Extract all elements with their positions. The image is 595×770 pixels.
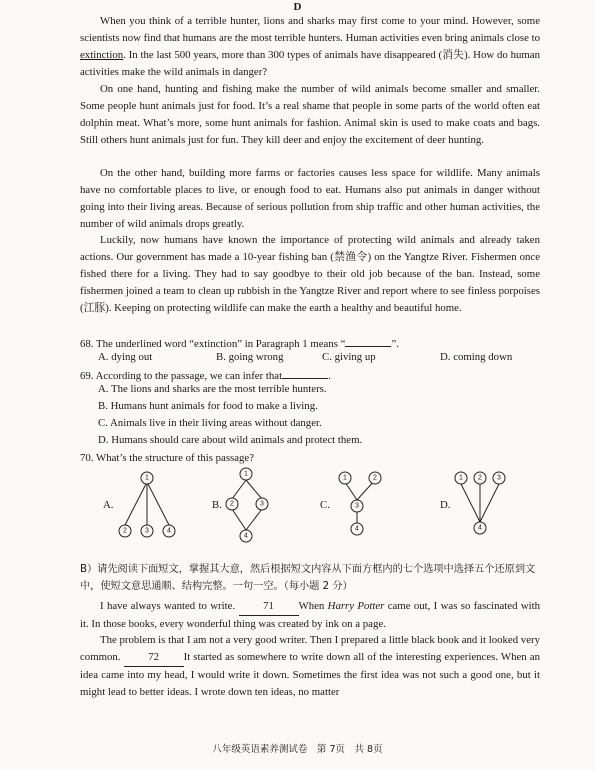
q68-option-d[interactable]: D. coming down <box>440 351 513 363</box>
svg-text:1: 1 <box>459 474 463 482</box>
passage-paragraph-4: Luckily, now humans have known the importance of protecting wild animals and already taken actions. Our government has made a 10-year fishing ban (禁渔令) on the Yangtze River. Fishermen once fished there for a living. They had to say goodbye to their old job because of the ban. Instead, some fishermen joined a team to clean up rubbish in the Yangtze River and report where to see finless porpoises (江豚). Keeping on protecting wildlife can make the earth a healthy and beautiful home. <box>80 234 540 314</box>
passage-paragraph-2: On one hand, hunting and fishing make the number of wild animals become smaller and smaller. Some people hunt animals just for food. It’s a real shame that people in some parts of the world often eat dolphin meat. What’s more, some hunt animals for fashion. Animal skin is used to make coats and bags. Still others hunt animals just for fun. They kill deer and enjoy the excitement of deer hunting. <box>80 83 540 146</box>
q68-option-a[interactable]: A. dying out <box>98 351 153 363</box>
structure-diagram-d[interactable] <box>453 470 513 542</box>
q69-option-a[interactable]: A. The lions and sharks are the most terrible hunters. <box>98 383 327 395</box>
underlined-word: extinction <box>80 48 124 61</box>
q69-option-b[interactable]: B. Humans hunt animals for food to make a living. <box>98 400 318 412</box>
section-label: D <box>293 1 302 13</box>
q70-option-a-label[interactable]: A. <box>103 499 114 511</box>
structure-diagram-a[interactable] <box>115 470 185 542</box>
structure-diagram-c[interactable] <box>333 470 393 542</box>
q69-option-d[interactable]: D. Humans should care about wild animals and protect them. <box>98 434 363 446</box>
q69-option-c[interactable]: C. Animals live in their living areas without danger. <box>98 417 322 429</box>
part-b-paragraph-2: The problem is that I am not a very good writer. Then I prepared a little black book and it looked very common. 72 It started as somewhere to write down all of the interesting experiences. When an idea came into my head, I would write it down. Sometimes the first idea was not such a good one, but it might lead to better ideas. I wrote down ten ideas, no matter <box>80 634 540 698</box>
q68-option-c[interactable]: C. giving up <box>322 351 376 363</box>
q70-option-c-label[interactable]: C. <box>320 499 330 511</box>
q70-option-b-label[interactable]: B. <box>212 499 222 511</box>
svg-text:2: 2 <box>123 527 127 535</box>
svg-text:1: 1 <box>343 474 347 482</box>
q68-option-b[interactable]: B. going wrong <box>216 351 284 363</box>
svg-text:3: 3 <box>145 527 149 535</box>
answer-blank-71[interactable]: 71 <box>239 598 299 616</box>
svg-text:4: 4 <box>244 532 248 540</box>
question-68-stem: 68. The underlined word “extinction” in Paragraph 1 means “ ”. <box>80 335 399 351</box>
svg-text:4: 4 <box>167 527 171 535</box>
svg-text:2: 2 <box>478 474 482 482</box>
svg-text:1: 1 <box>145 474 149 482</box>
svg-text:2: 2 <box>230 500 234 508</box>
passage-paragraph-1: When you think of a terrible hunter, lions and sharks may first come to your mind. However, some scientists now find that humans are the most terrible hunters. Human activities even bring animals close to extinction. In the last 500 years, more than 300 types of animals have disappeared (消失). How do human activities make the wild animals in danger? <box>80 15 540 78</box>
answer-blank-72[interactable]: 72 <box>124 649 184 667</box>
question-70-stem: 70. What’s the structure of this passage? <box>80 452 255 464</box>
passage-paragraph-3: On the other hand, building more farms or factories causes less space for wildlife. Many animals have no comfortable places to live, or enough food to eat. Humans also put animals in danger without going into their living areas. Because of serious pollution from ship traffic and other human activities, the number of wild animals drops greatly. <box>80 167 540 230</box>
structure-diagram-b[interactable] <box>222 466 282 548</box>
svg-text:1: 1 <box>244 470 248 478</box>
svg-text:3: 3 <box>260 500 264 508</box>
question-69-stem: 69. According to the passage, we can infer that . <box>80 367 331 383</box>
svg-text:4: 4 <box>478 524 482 532</box>
svg-text:3: 3 <box>355 502 359 510</box>
svg-text:3: 3 <box>497 474 501 482</box>
q70-option-d-label[interactable]: D. <box>440 499 451 511</box>
svg-text:2: 2 <box>373 474 377 482</box>
part-b-paragraph-1: I have always wanted to write. 71 When Harry Potter came out, I was so fascinated with it. In those books, every wonderful thing was created by ink on a page. <box>80 600 541 630</box>
svg-text:4: 4 <box>355 525 359 533</box>
page-footer: 八年级英语素养测试卷 第 7页 共 8页 <box>212 744 383 755</box>
part-b-instructions: B）请先阅读下面短文，掌握其大意，然后根据短文内容从下面方框内的七个选项中选择五个还原到文中，使短文意思通顺、结构完整。一句一空。（每小题 2 分） <box>80 564 536 592</box>
answer-blank[interactable] <box>282 367 328 379</box>
answer-blank[interactable] <box>345 335 391 347</box>
